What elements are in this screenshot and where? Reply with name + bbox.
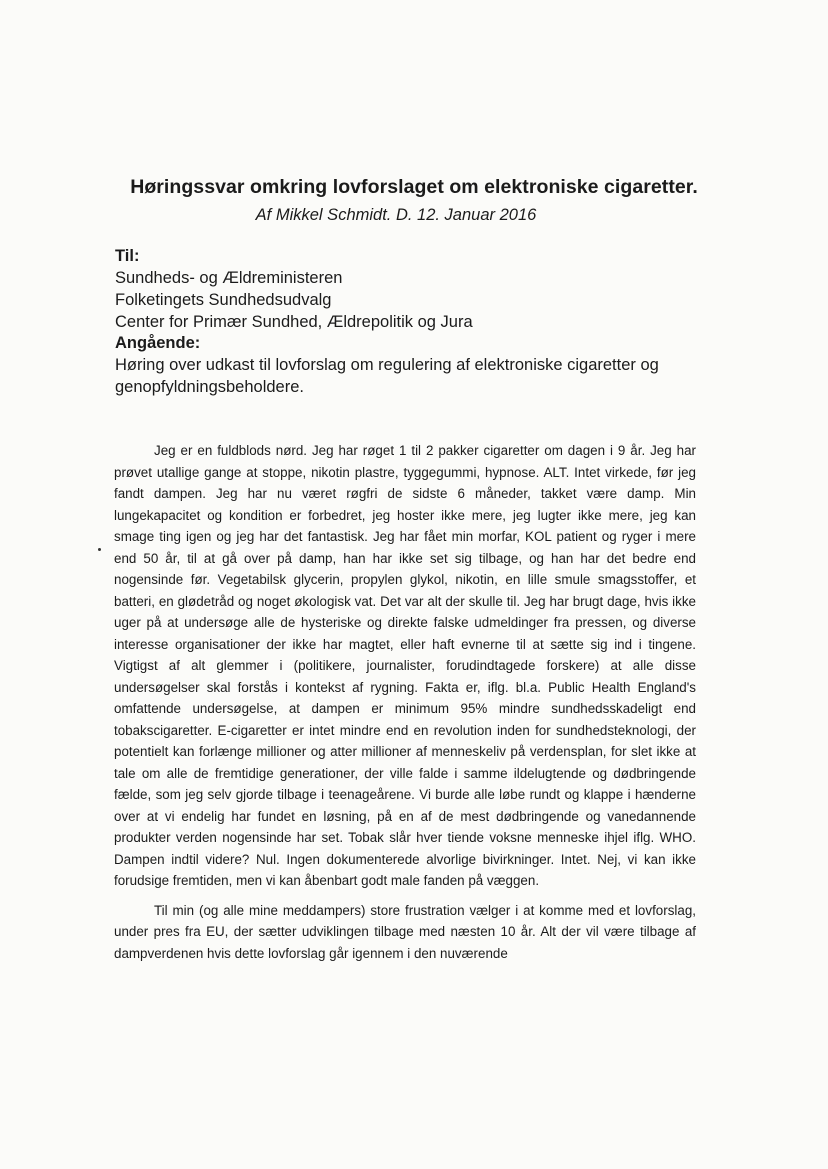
recipient-line: Sundheds- og Ældreministeren <box>115 269 343 287</box>
recipients-heading: Til: <box>115 247 140 265</box>
document-subtitle: Af Mikkel Schmidt. D. 12. Januar 2016 <box>255 206 537 224</box>
body-paragraph: Jeg er en fuldblods nørd. Jeg har røget 1 til 2 pakker cigaretter om dagen i 9 år. Jeg har prøvet utallige gange at stoppe, nikotin plastre, tyggegummi, hypnose. ALT. Intet virkede, før jeg fandt dampen. Jeg har nu været røgfri de sidste 6 måneder, takket være damp. Min lungekapacitet og kondition er forbedret, jeg hoster ikke mere, jeg lugter ikke mere, jeg kan smage ting igen og jeg har det fantastisk. Jeg har fået min morfar, KOL patient og ryger i mere end 50 år, til at gå over på damp, han har ikke set sig tilbage, og han har det bedre end nogensinde før. Vegetabilsk glycerin, propylen glykol, nikotin, en lille smule smagsstoffer, et batteri, en glødetråd og noget økologisk vat. Det var alt der skulle til. Jeg har brugt dage, hvis ikke uger på at undersøge alle de hysteriske og direkte falske udmeldinger fra pressen, og diverse interesse organisationer der ikke har magtet, eller haft evnerne til at sætte sig ind i tingene. Vigtigst af alt glemmer i (politikere, journalister, forudindtagede forskere) at alle disse undersøgelser skal forstås i kontekst af rygning. Fakta er, iflg. bl.a. Public Health England's omfattende undersøgelse, at dampen er minimum 95% mindre sundhedsskadeligt end tobakscigaretter. E-cigaretter er intet mindre end en revolution inden for sundhedsteknologi, der potentielt kan forlænge millioner og atter millioner af menneskeliv på verdensplan, for slet ikke at tale om alle de fremtidige generationer, der ville falde i samme ildelugtende og dødbringende fælde, som jeg selv gjorde tilbage i teenageårene. Vi burde alle løbe rundt og klappe i hænderne over at vi endelig har fundet en løsning, på en af de mest dødbringende og vanedannende produkter verden nogensinde har set. Tobak slår hver tiende voksne menneske ihjel iflg. WHO. Dampen indtil videre? Nul. Ingen dokumenterede alvorlige bivirkninger. Intet. Nej, vi kan ikke forudsige fremtiden, men vi kan åbenbart godt male fanden på væggen. <box>114 443 696 888</box>
margin-mark <box>98 548 101 551</box>
body-paragraph: Til min (og alle mine meddampers) store frustration vælger i at komme med et lovforslag, under pres fra EU, der sætter udviklingen tilbage med næsten 10 år. Alt der vil være tilbage af dampverdenen hvis dette lovforslag går igennem i den nuværende <box>114 902 696 961</box>
recipient-line: Folketingets Sundhedsudvalg <box>115 291 332 309</box>
recipient-line: Center for Primær Sundhed, Ældrepolitik og Jura <box>115 313 473 331</box>
regarding-heading: Angående: <box>115 334 201 352</box>
regarding-section <box>115 332 715 398</box>
regarding-line: Høring over udkast til lovforslag om regulering af elektroniske cigaretter og <box>115 356 659 374</box>
body-text <box>114 440 696 972</box>
regarding-line: genopfyldningsbeholdere. <box>115 378 304 396</box>
document-title: Høringssvar omkring lovforslaget om elektroniske cigaretter. <box>130 176 698 198</box>
recipients-section <box>115 245 715 333</box>
